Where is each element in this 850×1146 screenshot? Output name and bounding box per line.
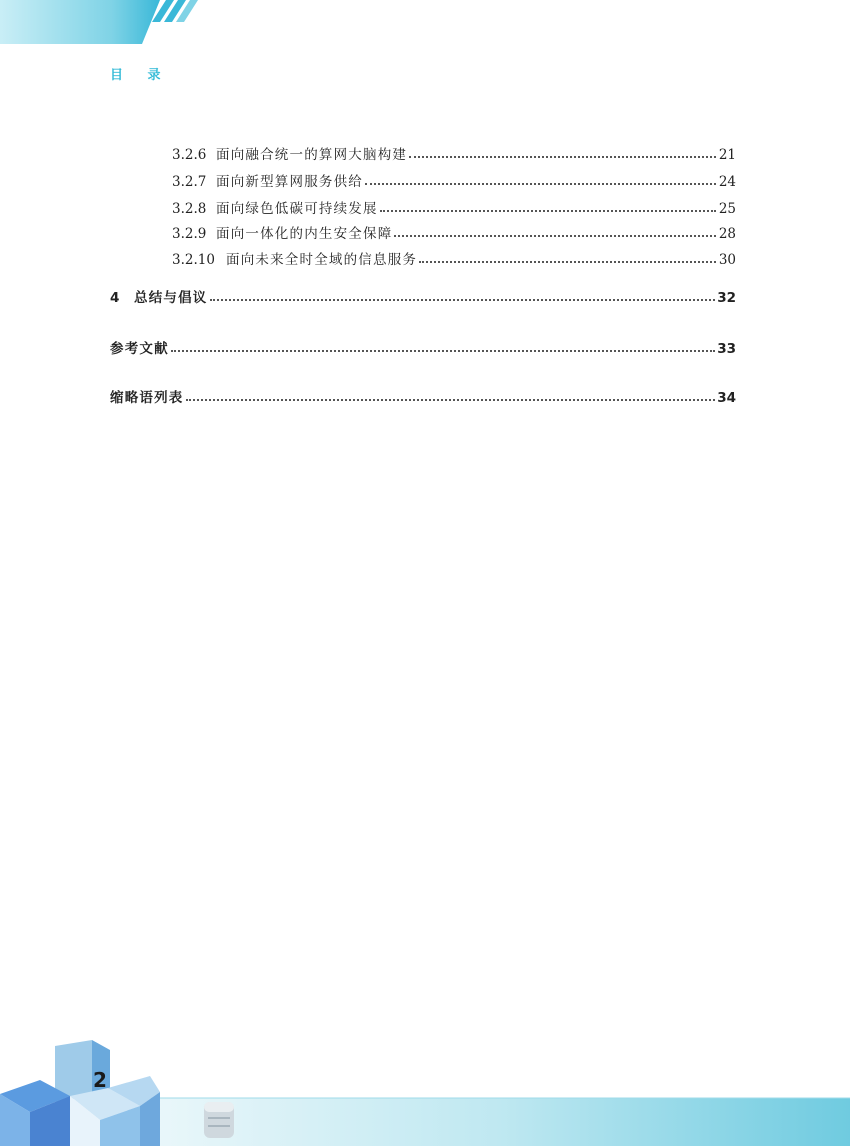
toc-entry-page: 25 [718,201,736,217]
toc-entry-number: 3.2.6 [172,147,207,163]
toc-entry-title: 缩略语列表 [110,390,184,406]
toc-leader-dots [409,155,716,158]
toc-leader-dots [394,234,716,237]
toc-entry-page: 24 [718,174,736,190]
toc-entry-page: 33 [717,341,736,357]
toc-entry-page: 34 [717,390,736,406]
toc-entry-number: 3.2.9 [172,226,207,242]
toc-entry-number: 3.2.8 [172,201,207,217]
toc-leader-dots [186,398,716,401]
toc-leader-dots [380,209,716,212]
toc-entry-page: 21 [718,147,736,163]
toc-leader-dots [210,298,716,301]
toc-entry-number: 4 [110,290,120,306]
header-decoration [0,0,200,44]
toc-entry-page: 32 [717,290,736,306]
toc-entry-abbreviations[interactable] [110,386,736,406]
toc-leader-dots [419,260,716,263]
toc-leader-dots [365,182,716,185]
toc-entry-title: 参考文献 [110,341,169,357]
toc-entry-references[interactable] [110,337,736,357]
footer-decoration [0,1036,850,1146]
toc-entry-title: 面向未来全时全域的信息服务 [226,252,418,268]
toc-entry-title: 面向绿色低碳可持续发展 [216,201,378,217]
toc-entry-title: 面向新型算网服务供给 [216,174,363,190]
toc-entry[interactable] [172,222,736,242]
toc-entry[interactable] [172,248,736,268]
toc-entry-number: 3.2.7 [172,174,207,190]
toc-entry-page: 30 [718,252,736,268]
toc-entry-title: 面向一体化的内生安全保障 [216,226,393,242]
page-number: 2 [93,1068,107,1092]
section-label: 目 录 [110,68,171,83]
toc-leader-dots [171,349,715,352]
toc-entry-page: 28 [718,226,736,242]
toc-entry-title: 总结与倡议 [134,290,208,306]
toc-entry-title: 面向融合统一的算网大脑构建 [216,147,408,163]
toc-entry[interactable] [172,170,736,190]
toc-entry[interactable] [172,197,736,217]
toc-entry[interactable] [172,143,736,163]
toc-entry-number: 3.2.10 [172,252,215,268]
toc-entry-chapter[interactable] [110,286,736,306]
